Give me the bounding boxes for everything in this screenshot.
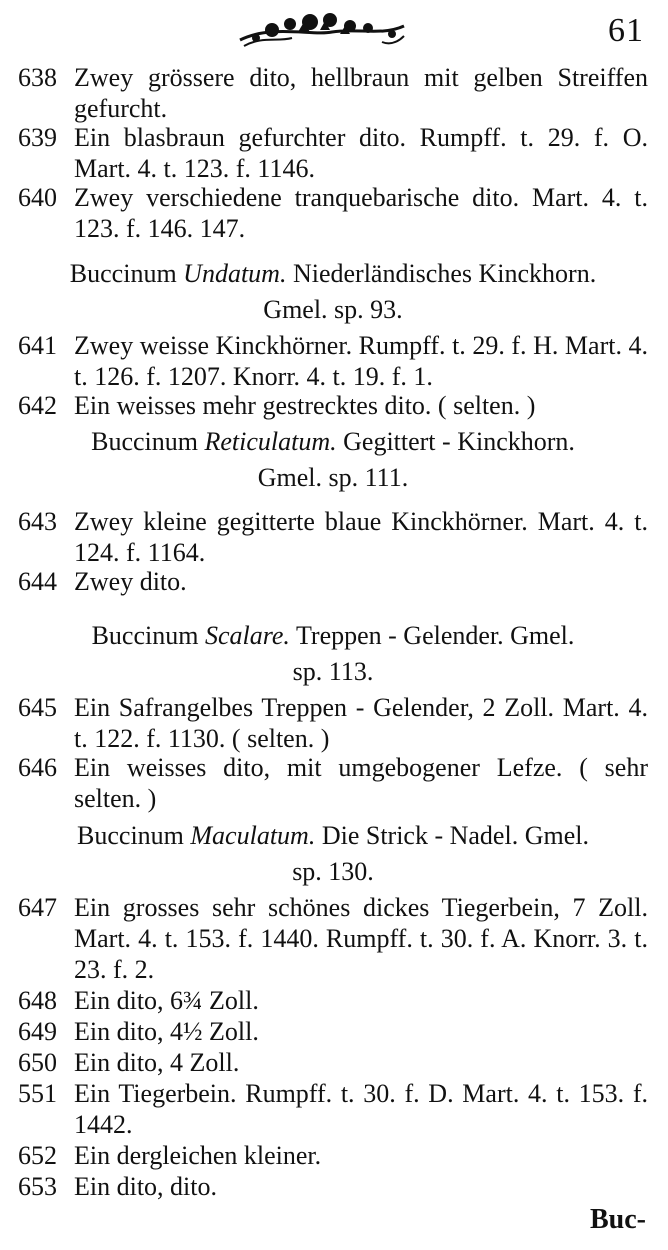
common-name: Die Strick - Nadel. Gmel. <box>321 821 589 850</box>
entry-number: 646 <box>18 753 57 782</box>
entry-text: Zwey grössere dito, hellbraun mit gelben Streiffen gefurcht. <box>74 63 648 123</box>
genus-name: Buccinum <box>69 259 177 288</box>
entry-number: 551 <box>18 1079 57 1108</box>
catalog-entry <box>18 1140 648 1171</box>
entry-text: Ein Safrangelbes Treppen - Gelender, 2 Zoll. Mart. 4. t. 122. f. 1130. ( selten. ) <box>74 693 648 753</box>
heading-line <box>18 618 648 654</box>
page-number: 61 <box>608 12 644 49</box>
section-heading <box>18 618 648 690</box>
entry-number: 647 <box>18 893 57 922</box>
heading-line <box>18 256 648 292</box>
entry-number: 649 <box>18 1017 57 1046</box>
catalog-entry <box>18 892 648 985</box>
entry-number: 650 <box>18 1048 57 1077</box>
section-heading <box>18 256 648 328</box>
catalog-entry <box>18 692 648 754</box>
catchword: Buc- <box>590 1204 646 1235</box>
reference-line: Gmel. sp. 111. <box>257 463 409 492</box>
genus-name: Buccinum <box>91 621 199 650</box>
heading-line <box>18 818 648 854</box>
catalog-entry <box>18 1078 648 1140</box>
catalog-entry <box>18 506 648 568</box>
reference-line: sp. 113. <box>292 657 374 686</box>
entry-text: Ein dito, 4½ Zoll. <box>74 1017 259 1046</box>
species-name: Undatum. <box>183 259 287 288</box>
common-name: Niederländisches Kinckhorn. <box>292 259 597 288</box>
entry-text: Zwey verschiedene tranquebarische dito. Mart. 4. t. 123. f. 146. 147. <box>74 183 648 243</box>
entry-text: Ein dito, 4 Zoll. <box>74 1048 240 1077</box>
species-name: Scalare. <box>204 621 290 650</box>
entry-text: Ein weisses mehr gestrecktes dito. ( selten. ) <box>74 391 536 420</box>
entry-text: Ein grosses sehr schönes dickes Tiegerbein, 7 Zoll. Mart. 4. t. 153. f. 1440. Rumpff. t. 30. f. A. Knorr. 3. t. 23. f. 2. <box>74 893 648 984</box>
genus-name: Buccinum <box>77 821 184 850</box>
catalog-entry <box>18 122 648 184</box>
reference-line: sp. 130. <box>292 857 374 886</box>
entry-text: Ein Tiegerbein. Rumpff. t. 30. f. D. Mart. 4. t. 153. f. 1442. <box>74 1079 648 1139</box>
catalog-entry <box>18 330 648 392</box>
section-heading <box>18 424 648 496</box>
catalog-entry <box>18 182 648 244</box>
common-name: Gegittert - Kinckhorn. <box>343 427 575 456</box>
catalog-entry <box>18 752 648 814</box>
entry-text: Zwey dito. <box>74 567 187 596</box>
catalog-entry <box>18 1171 648 1202</box>
entry-text: Zwey kleine gegitterte blaue Kinckhörner. Mart. 4. t. 124. f. 1164. <box>74 507 648 567</box>
entry-text: Ein dito, dito. <box>74 1172 217 1201</box>
entry-number: 643 <box>18 507 57 536</box>
entry-number: 644 <box>18 567 57 596</box>
catalog-entry <box>18 390 648 421</box>
genus-name: Buccinum <box>91 427 198 456</box>
catalog-entry <box>18 985 648 1016</box>
heading-line <box>18 424 648 460</box>
entry-number: 640 <box>18 183 57 212</box>
entry-number: 645 <box>18 693 57 722</box>
entry-text: Ein blasbraun gefurchter dito. Rumpff. t. 29. f. O. Mart. 4. t. 123. f. 1146. <box>74 123 648 183</box>
entry-number: 638 <box>18 63 57 92</box>
entry-text: Ein dito, 6¾ Zoll. <box>74 986 259 1015</box>
entry-number: 639 <box>18 123 57 152</box>
catalog-entry <box>18 566 648 597</box>
entry-text: Ein dergleichen kleiner. <box>74 1141 322 1170</box>
species-name: Maculatum. <box>190 821 316 850</box>
entry-number: 653 <box>18 1172 57 1201</box>
entry-number: 642 <box>18 391 57 420</box>
entry-number: 641 <box>18 331 57 360</box>
catalog-entry <box>18 1047 648 1078</box>
reference-line: Gmel. sp. 93. <box>263 295 403 324</box>
entry-text: Zwey weisse Kinckhörner. Rumpff. t. 29. f. H. Mart. 4. t. 126. f. 1207. Knorr. 4. t. 19. f. 1. <box>74 331 648 391</box>
entry-number: 652 <box>18 1141 57 1170</box>
species-name: Reticulatum. <box>204 427 337 456</box>
entry-number: 648 <box>18 986 57 1015</box>
floral-ornament-icon <box>232 6 412 54</box>
entry-text: Ein weisses dito, mit umgebogener Lefze. ( sehr selten. ) <box>74 753 648 813</box>
catalog-entry <box>18 1016 648 1047</box>
section-heading <box>18 818 648 890</box>
common-name: Treppen - Gelender. Gmel. <box>295 621 575 650</box>
catalog-entry <box>18 62 648 124</box>
